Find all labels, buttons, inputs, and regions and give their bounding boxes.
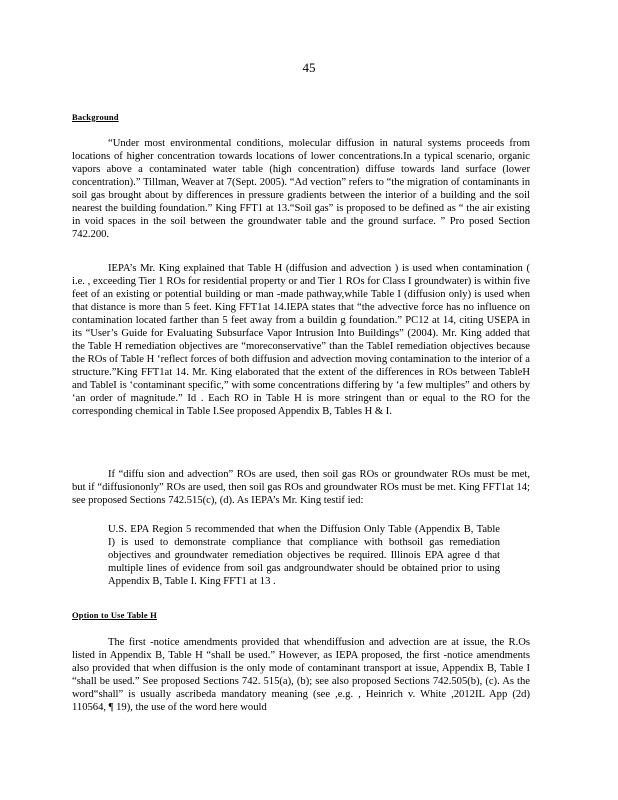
paragraph-ros-requirements: If “diffu sion and advection” ROs are used, then soil gas ROs or groundwater ROs must be met, but if “diffusiononly” ROs are used, then soil gas ROs and groundwater ROs must be met. King FFT1at 14; see proposed Sections 742.515(c), (d). As IEPA’s Mr. King testif ied: [72, 469, 530, 506]
block-quote-king-testimony: U.S. EPA Region 5 recommended that when the Diffusion Only Table (Appendix B, Table I) is used to demonstrate compliance that compliance with bothsoil gas remediation objectives and groundwater remediation objectives be required. Illinois EPA agree d that multiple lines of evidence from soil gas andgroundwater should be obtained prior to using Appendix B, Table I. King FFT1 at 13 . [108, 524, 500, 587]
paragraph-king-table-h: IEPA’s Mr. King explained that Table H (diffusion and advection ) is used when contamination ( i.e. , exceeding Tier 1 ROs for residential property or and Tier 1 ROs for Class I groundwater) is within five feet of an existing or potential building or man -made pathway,while Table I (diffusion only) is used when that distance is more than 5 feet. King FFT1at 14.IEPA states that “the advective force has no influence on contamination located farther than 5 feet away from a buildin g foundation.” PC12 at 14, citing USEPA in its “User’s Guide for Evaluating Subsurface Vapor Intrusion Into Buildings” (2004). Mr. King added that the Table H remediation objectives are “moreconservative” than the TableI remediation objectives because the ROs of Table H ‘reflect forces of both diffusion and advection moving contamination to the interior of a structure.”King FFT1at 14. Mr. King elaborated that the extent of the differences in ROs between TableH and TableI is ‘contaminant specific,” with some concentrations differing by ‘a few multiples” and others by ‘an order of magnitude.” Id . Each RO in Table H is more stringent than or equal to the RO for the corresponding chemical in Table I.See proposed Appendix B, Tables H & I. [72, 263, 530, 417]
section-heading-option: Option to Use Table H [72, 610, 157, 620]
section-heading-background: Background [72, 112, 119, 122]
paragraph-diffusion-definition: “Under most environmental conditions, molecular diffusion in natural systems proceeds from locations of higher concentration towards locations of lower concentrations.In a typical scenario, organic vapors above a contaminated water table (high concentration) diffuse towards land surface (lower concentration).” Tillman, Weaver at 7(Sept. 2005). “Ad vection” refers to “the migration of contaminants in soil gas brought about by differences in pressure gradients between the interior of a building and the soil nearest the building foundation.” King FFT1 at 13.“Soil gas” is proposed to be defined as “ the air existing in void spaces in the soil between the groundwater table and the ground surface. ” Pro posed Section 742.200. [72, 138, 530, 240]
page-number: 45 [302, 60, 316, 75]
paragraph-first-notice-amendments: The first -notice amendments provided that whendiffusion and advection are at issue, the R.Os listed in Appendix B, Table H “shall be used.” However, as IEPA proposed, the first -notice amendments also provided that when diffusion is the only mode of contaminant transport at issue, Appendix B, Table I “shall be used.” See proposed Sections 742. 515(a), (b); see also proposed Sections 742.505(b), (c). As the word“shall” is usually ascribeda mandatory meaning (see ,e.g. , Heinrich v. White ,2012IL App (2d) 110564, ¶ 19), the use of the word here would [72, 637, 530, 713]
